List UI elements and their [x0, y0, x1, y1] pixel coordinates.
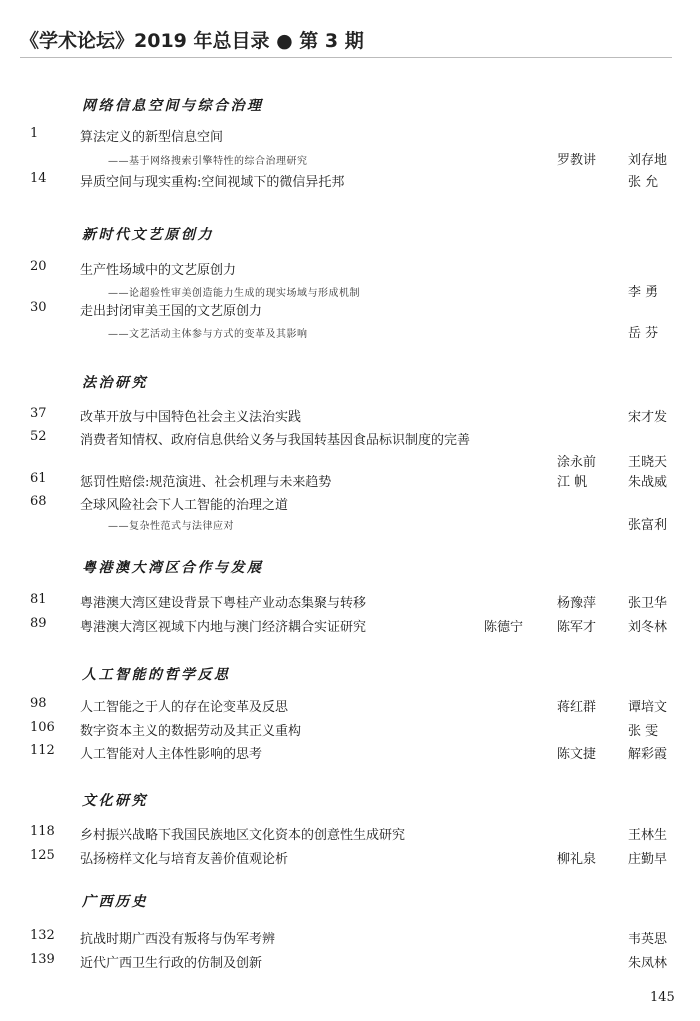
entry-page-number: 139: [30, 952, 55, 967]
toc-entry: [0, 406, 700, 428]
toc-entry: [0, 696, 700, 718]
entry-author: 柳礼泉: [557, 852, 597, 867]
toc-entry: [0, 259, 700, 281]
entry-author: 杨豫萍: [557, 596, 597, 611]
entry-author: 涂永前: [557, 455, 597, 470]
entry-author: 解彩霞: [628, 747, 668, 762]
entry-page-number: 81: [30, 592, 47, 607]
entry-title: 粤港澳大湾区建设背景下粤桂产业动态集聚与转移: [80, 596, 367, 611]
entry-subtitle: ——文艺活动主体参与方式的变革及其影响: [108, 329, 308, 340]
entry-author: 谭培文: [628, 700, 668, 715]
entry-author: 刘冬林: [628, 620, 668, 635]
toc-entry: [0, 471, 700, 493]
entry-title: 弘扬榜样文化与培育友善价值观论析: [80, 852, 289, 867]
entry-title: 粤港澳大湾区视域下内地与澳门经济耦合实证研究: [80, 620, 367, 635]
toc-entry: [0, 451, 700, 473]
entry-author: 张卫华: [628, 596, 668, 611]
entry-title: 人工智能之于人的存在论变革及反思: [80, 700, 289, 715]
entry-title: 算法定义的新型信息空间: [80, 130, 224, 145]
entry-author: 朱凤林: [628, 956, 668, 971]
entry-page-number: 98: [30, 696, 47, 711]
entry-author: 岳 芬: [628, 326, 659, 341]
entry-author: 宋才发: [628, 410, 668, 425]
toc-entry: [0, 848, 700, 870]
header-rule: [20, 57, 672, 58]
entry-author: 王晓天: [628, 455, 668, 470]
entry-title: 人工智能对人主体性影响的思考: [80, 747, 263, 762]
toc-entry: [0, 720, 700, 742]
toc-entry-subtitle-row: [0, 322, 700, 344]
toc-entry: [0, 952, 700, 974]
entry-author: 朱战威: [628, 475, 668, 490]
section-title: 广西历史: [82, 894, 148, 910]
entry-title: 惩罚性赔偿:规范演进、社会机理与未来趋势: [80, 475, 332, 490]
toc-entry-subtitle-row: [0, 149, 700, 171]
entry-author: 张富利: [628, 518, 668, 533]
section-title: 文化研究: [82, 793, 148, 809]
entry-page-number: 118: [30, 824, 55, 839]
entry-page-number: 30: [30, 300, 47, 315]
entry-page-number: 20: [30, 259, 47, 274]
journal-header-title: 《学术论坛》2019 年总目录 ● 第 3 期: [20, 30, 364, 52]
section-title: 粤港澳大湾区合作与发展: [82, 560, 264, 576]
entry-page-number: 125: [30, 848, 55, 863]
entry-page-number: 52: [30, 429, 47, 444]
toc-entry: [0, 824, 700, 846]
entry-subtitle: ——论超验性审美创造能力生成的现实场域与形成机制: [108, 288, 360, 299]
toc-entry: [0, 429, 700, 451]
entry-page-number: 132: [30, 928, 55, 943]
toc-entry: [0, 592, 700, 614]
entry-title: 近代广西卫生行政的仿制及创新: [80, 956, 263, 971]
toc-entry-subtitle-row: [0, 514, 700, 536]
entry-page-number: 106: [30, 720, 55, 735]
entry-author: 陈军才: [557, 620, 597, 635]
toc-entry: [0, 494, 700, 516]
section-title: 人工智能的哲学反思: [82, 667, 231, 683]
entry-title: 走出封闭审美王国的文艺原创力: [80, 304, 263, 319]
section-title: 网络信息空间与综合治理: [82, 98, 264, 114]
page-number: 145: [650, 990, 675, 1005]
entry-page-number: 14: [30, 171, 47, 186]
toc-entry: [0, 171, 700, 193]
entry-author: 张 允: [628, 175, 659, 190]
entry-author: 陈文捷: [557, 747, 597, 762]
entry-author: 刘存地: [628, 153, 668, 168]
entry-title: 抗战时期广西没有叛将与伪军考辨: [80, 932, 276, 947]
toc-entry: [0, 126, 700, 148]
entry-subtitle: ——复杂性范式与法律应对: [108, 521, 234, 532]
entry-title: 生产性场域中的文艺原创力: [80, 263, 237, 278]
section-title: 法治研究: [82, 375, 148, 391]
toc-entry: [0, 300, 700, 322]
entry-author: 李 勇: [628, 285, 659, 300]
entry-page-number: 68: [30, 494, 47, 509]
section-title: 新时代文艺原创力: [82, 227, 214, 243]
entry-title: 消费者知情权、政府信息供给义务与我国转基因食品标识制度的完善: [80, 433, 471, 448]
entry-page-number: 61: [30, 471, 47, 486]
entry-title: 异质空间与现实重构:空间视域下的微信异托邦: [80, 175, 345, 190]
toc-entry: [0, 616, 700, 638]
entry-author: 庄勤早: [628, 852, 668, 867]
entry-page-number: 89: [30, 616, 47, 631]
entry-title: 改革开放与中国特色社会主义法治实践: [80, 410, 302, 425]
toc-entry: [0, 743, 700, 765]
toc-entry: [0, 928, 700, 950]
entry-page-number: 1: [30, 126, 39, 141]
entry-page-number: 37: [30, 406, 47, 421]
entry-author: 韦英思: [628, 932, 668, 947]
entry-author: 罗教讲: [557, 153, 597, 168]
entry-author: 蒋红群: [557, 700, 597, 715]
entry-title: 数字资本主义的数据劳动及其正义重构: [80, 724, 302, 739]
entry-author: 王林生: [628, 828, 668, 843]
entry-author: 江 帆: [557, 475, 588, 490]
entry-subtitle: ——基于网络搜索引擎特性的综合治理研究: [108, 156, 308, 167]
entry-author: 张 雯: [628, 724, 659, 739]
entry-page-number: 112: [30, 743, 55, 758]
entry-title: 乡村振兴战略下我国民族地区文化资本的创意性生成研究: [80, 828, 406, 843]
entry-title: 全球风险社会下人工智能的治理之道: [80, 498, 289, 513]
entry-author: 陈德宁: [484, 620, 524, 635]
